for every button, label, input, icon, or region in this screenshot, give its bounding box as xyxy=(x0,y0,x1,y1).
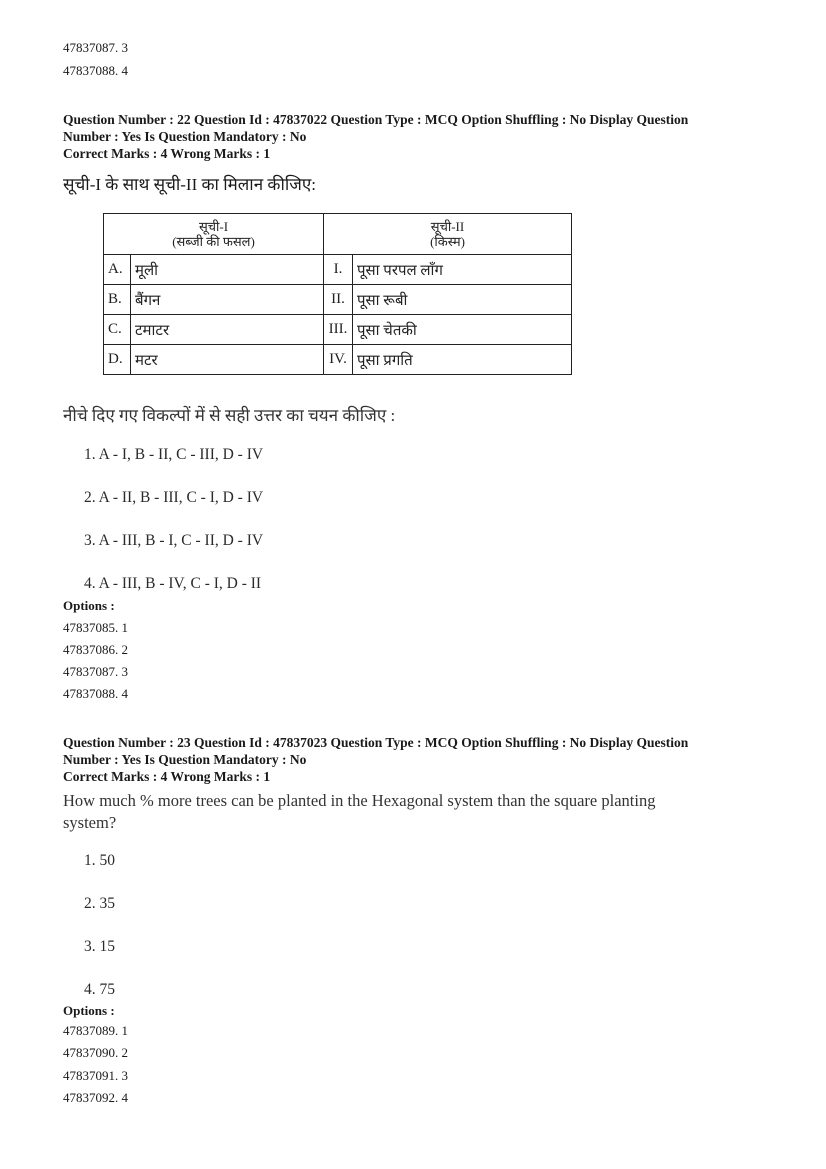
table-row: A. मूली I. पूसा परपल लॉंग xyxy=(104,255,572,285)
top-option-4: 47837088. 4 xyxy=(63,63,128,78)
q22-marks: Correct Marks : 4 Wrong Marks : 1 xyxy=(63,146,271,161)
table-row: C. टमाटर III. पूसा चेतकी xyxy=(104,315,572,345)
q22-option-2: 47837086. 2 xyxy=(63,642,128,657)
table-row: D. मटर IV. पूसा प्रगति xyxy=(104,345,572,375)
q23-option-2: 47837090. 2 xyxy=(63,1045,128,1060)
table-head-list2: सूची-II (किस्म) xyxy=(324,214,572,255)
q22-header xyxy=(63,111,763,162)
q23-choice-1: 1. 50 xyxy=(84,852,115,869)
q23-prompt-line2: system? xyxy=(63,813,117,832)
table-row: B. बैंगन II. पूसा रूबी xyxy=(104,285,572,315)
q23-option-4: 47837092. 4 xyxy=(63,1090,128,1105)
q22-choice-3: 3. A - III, B - I, C - II, D - IV xyxy=(84,532,264,549)
q23-choice-2: 2. 35 xyxy=(84,895,115,912)
q22-prompt: सूची-I के साथ सूची-II का मिलान कीजिए: xyxy=(63,175,316,194)
q22-match-table xyxy=(103,213,572,375)
q23-option-3: 47837091. 3 xyxy=(63,1068,128,1083)
q23-header-line1: Question Number : 23 Question Id : 47837023 Question Type : MCQ Option Shuffling : No Display Question xyxy=(63,735,689,750)
q22-choice-2: 2. A - II, B - III, C - I, D - IV xyxy=(84,489,264,506)
q23-choice-4: 4. 75 xyxy=(84,981,115,998)
q23-options-label: Options : xyxy=(63,1003,115,1018)
q23-marks: Correct Marks : 4 Wrong Marks : 1 xyxy=(63,769,271,784)
q22-header-line1: Question Number : 22 Question Id : 47837022 Question Type : MCQ Option Shuffling : No Display Question xyxy=(63,112,689,127)
q22-header-line2: Number : Yes Is Question Mandatory : No xyxy=(63,129,307,144)
q23-prompt-line1: How much % more trees can be planted in the Hexagonal system than the square planting xyxy=(63,791,656,810)
table-head-list1: सूची-I (सब्जी की फसल) xyxy=(104,214,324,255)
q22-choice-1: 1. A - I, B - II, C - III, D - IV xyxy=(84,446,264,463)
q23-choice-3: 3. 15 xyxy=(84,938,115,955)
q22-options-label: Options : xyxy=(63,598,115,613)
q23-header xyxy=(63,734,763,785)
q22-option-3: 47837087. 3 xyxy=(63,664,128,679)
top-option-3: 47837087. 3 xyxy=(63,40,128,55)
q22-option-1: 47837085. 1 xyxy=(63,620,128,635)
q23-option-1: 47837089. 1 xyxy=(63,1023,128,1038)
q22-choice-4: 4. A - III, B - IV, C - I, D - II xyxy=(84,575,262,592)
q23-header-line2: Number : Yes Is Question Mandatory : No xyxy=(63,752,307,767)
q22-instruction: नीचे दिए गए विकल्पों में से सही उत्तर का चयन कीजिए : xyxy=(63,406,396,425)
q22-option-4: 47837088. 4 xyxy=(63,686,128,701)
